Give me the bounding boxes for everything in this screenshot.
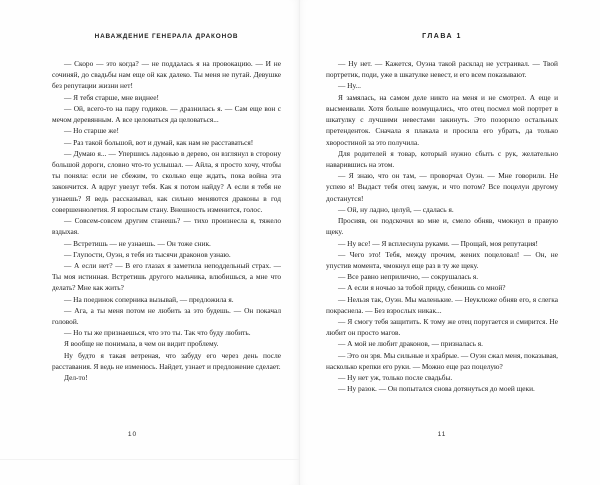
paragraph: — Раз такой большой, вот и думай, как нам не расставаться! [64, 137, 254, 147]
paragraph: — Чего это! Тебя, между прочим, жених поцеловал! — Он, не упустив момента, чмокнул еще раз в ту же щеку. [326, 249, 558, 270]
paragraph: — Но старше же! [64, 126, 119, 136]
paragraph: — Ну разок. — Он попытался снова дотянуться до моей щеки. [338, 384, 535, 394]
paragraph: — Я смогу тебя защитить. К тому же отец поругается и смирится. Не любит он просто магов. [326, 317, 558, 338]
paragraph: — Ну... [338, 81, 361, 91]
paragraph: — А если нет? — В его глазах я заметила неподдельный страх. — Ты моя истинная. Встретишь другого мальчика, влюбишься, а мне что делать? Мне как жить? [52, 260, 281, 293]
paragraph: Ну будто я такая ветреная, что забуду его через день после расставания. Я ведь не изменюсь. Найдет, узнает и предложение сделает. [52, 350, 281, 371]
paragraph: Дел-то! [64, 373, 88, 383]
paragraph: — Все равно неприлично, — сокрушалась я. [338, 272, 479, 282]
paragraph: — Ну нет уж, только после свадьбы. [338, 373, 453, 383]
left-page-folio: 10 [127, 431, 138, 438]
paragraph: — А мой не любит драконов, — призналась я. [338, 339, 484, 349]
paragraph: — Ну нет. — Кажется, Оуэна такой расклад не устраивал. — Твой портретик, поди, уже в шкатулке невест, и его всем показывают. [326, 59, 558, 80]
paragraph: Просияв, он подскочил ко мне и, смело обняв, чмокнул в правую щеку. [326, 216, 558, 237]
paragraph: — Совсем-совсем другим станешь? — тихо произнесла я, тяжело вздыхая. [52, 216, 281, 237]
left-page-running-head: НАВАЖДЕНИЕ ГЕНЕРАЛА ДРАКОНОВ [94, 33, 239, 40]
paragraph: — Думаю я... — Упершись ладонью в дерево, он взглянул в сторону большой дороги, словно что-то услышал. — Айла, я просто хочу, чтобы ты поняла: если не сбежим, то сколько еще ждать, пока война эта закончится. А вдруг увезут тебя. Как я потом найду? А если я тебя не узнаешь? Я ведь рассказывал, как сильно меняются драконы в год совершеннолетия. Я взрослым стану. Внешность изменится, голос. [52, 148, 281, 214]
right-page-body [326, 58, 558, 395]
paragraph: — Встретишь — не узнаешь. — Он тоже сник. [64, 238, 211, 248]
paragraph: — Ой, всего-то на пару годиков. — дразнилась я. — Сам еще вон с мечом деревянным. А все целоваться да целоваться... [52, 103, 281, 125]
right-page-folio: 11 [437, 431, 447, 438]
paragraph: — На поединок соперника вызывай, — предложила я. [64, 294, 234, 304]
left-page-body [52, 58, 281, 383]
paragraph: — Ой, ну ладно, целуй, — сдалась я. [338, 204, 454, 214]
paragraph: — Глупости, Оуэн, я тебя из тысячи драконов узнаю. [64, 249, 231, 259]
paragraph: — Я знаю, что он там, — проворчал Оуэн. — Мне говорили. Не успею я! Выдаст тебя отец замуж, и что потом? Все поцелуи другому достанутся! [326, 171, 558, 203]
paragraph: — А если я ночью за тобой приду, сбежишь со мной? [338, 283, 506, 293]
paragraph: — Это он зря. Мы сильные и храбрые. — Оуэн сжал меня, показывая, насколько крепки его руки. — Можно еще раз поцелую? [326, 350, 558, 371]
paragraph: Я вообще не понимала, в чем он видит проблему. [64, 339, 219, 349]
paragraph: — Но ты же признаешься, что это ты. Так что буду любить. [64, 328, 251, 338]
paragraph: Для родителей я товар, который нужно сбыть с рук, желательно наварившись на этом. [326, 148, 558, 169]
right-page-running-head: ГЛАВА 1 [422, 33, 462, 40]
paragraph: — Я тебя старше, мне виднее! [64, 92, 159, 102]
paragraph: — Ну все! — Я всплеснула руками. — Прощай, моя репутация! [338, 238, 538, 248]
right-page [300, 0, 600, 485]
paragraph: Я замялась, на самом деле никто на меня и не смотрел. А еще и высмеивали. Хотя больше возмущались, что отец посмел мой портрет в шкатулку с лучшими невестами закинуть. Это позорило остальных претенденток. Сначала я плакала и просила его убрать, да только хворостиной за это получила. [326, 92, 558, 147]
paragraph: — Ага, а ты меня потом не любить за это будешь. — Он покачал головой. [52, 305, 281, 327]
paragraph: — Нельзя так, Оуэн. Мы маленькие. — Неуклюже обняв его, я слегка покраснела. — Без взрослых никак... [326, 294, 558, 315]
paragraph: — Скоро — это когда? — не поддалась я на провокацию. — И не сочиняй, до свадьбы нам еще ой как далеко. Ты меня не путай. Девушке без репутации жизни нет! [52, 59, 281, 91]
